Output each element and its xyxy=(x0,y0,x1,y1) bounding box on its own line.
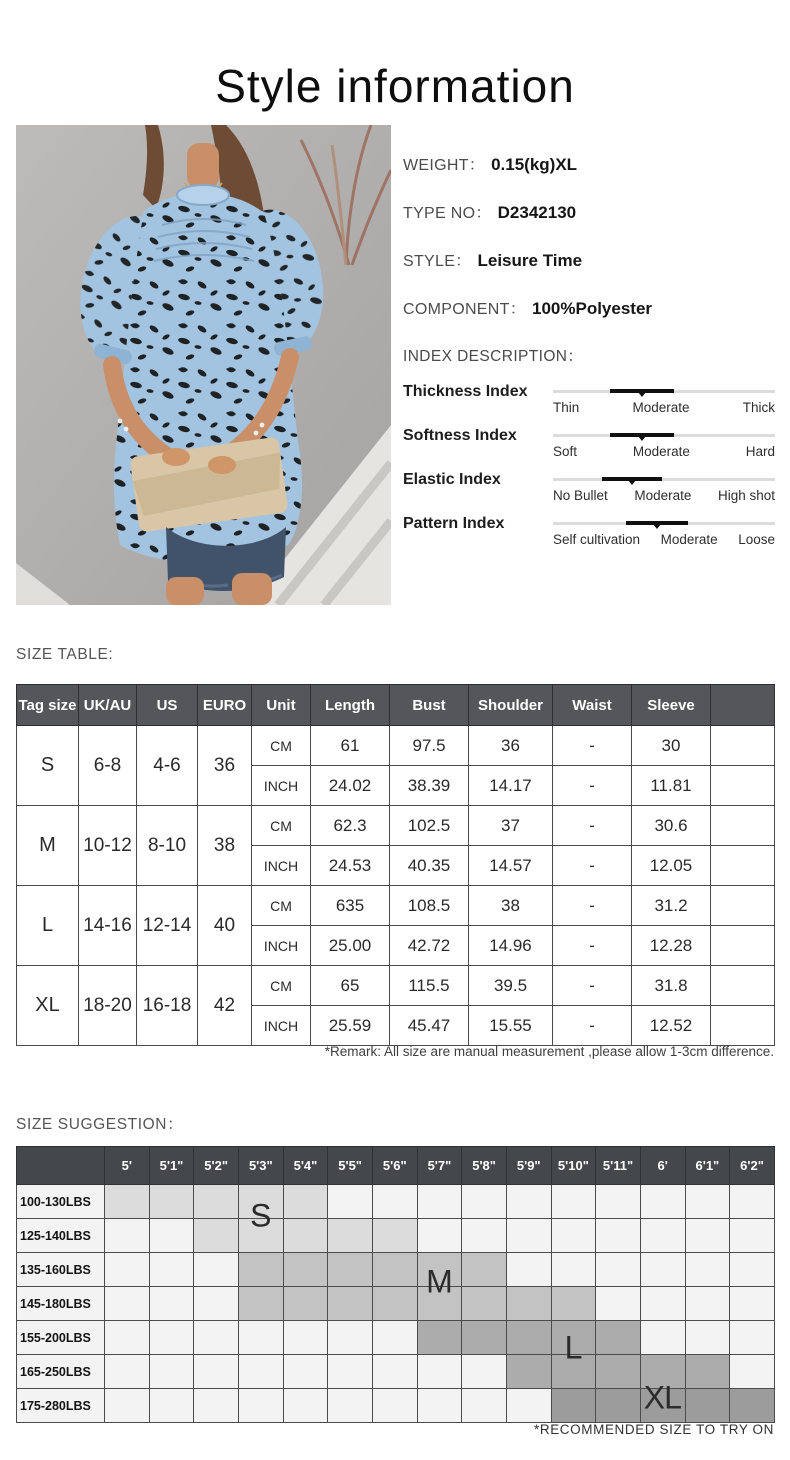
height-column-header: 5'7" xyxy=(417,1147,462,1185)
grid-cell xyxy=(462,1389,507,1423)
grid-cell xyxy=(730,1253,775,1287)
measurement-cell: 37 xyxy=(469,806,553,846)
unit-cell: CM xyxy=(252,966,311,1006)
height-column-header: 5'8" xyxy=(462,1147,507,1185)
size-table-header-row xyxy=(17,685,775,726)
size-zone-cell xyxy=(506,1355,551,1389)
measurement-cell: 12.05 xyxy=(632,846,711,886)
measurement-cell: 25.59 xyxy=(311,1006,390,1046)
spec-value: 100%Polyester xyxy=(532,299,653,318)
size-zone-cell xyxy=(640,1389,685,1423)
size-suggestion-row xyxy=(17,1389,775,1423)
size-zone-cell xyxy=(238,1219,283,1253)
size-zone-cell xyxy=(372,1253,417,1287)
grid-cell xyxy=(105,1355,150,1389)
grid-cell xyxy=(462,1219,507,1253)
size-table xyxy=(16,684,775,1046)
height-column-header: 5'9" xyxy=(506,1147,551,1185)
measurement-cell: 12.52 xyxy=(632,1006,711,1046)
measurement-cell: 36 xyxy=(469,726,553,766)
index-name: Softness Index xyxy=(403,427,517,444)
grid-cell xyxy=(238,1355,283,1389)
measurement-cell: 12.28 xyxy=(632,926,711,966)
grid-cell xyxy=(685,1219,730,1253)
size-zone-cell xyxy=(283,1253,328,1287)
height-column-header: 5'2" xyxy=(194,1147,239,1185)
size-group-cell: 42 xyxy=(198,966,252,1046)
grid-cell xyxy=(105,1219,150,1253)
size-zone-cell xyxy=(506,1321,551,1355)
product-specs xyxy=(403,152,775,319)
size-zone-cell xyxy=(238,1253,283,1287)
size-table-column-header: Unit xyxy=(252,685,311,726)
slider-option: Loose xyxy=(738,532,775,547)
tag-size-cell: L xyxy=(17,886,79,966)
grid-cell xyxy=(372,1185,417,1219)
tag-size-cell: M xyxy=(17,806,79,886)
size-table-heading: SIZE TABLE: xyxy=(16,646,114,663)
size-suggestion-chart xyxy=(16,1146,774,1423)
empty-cell xyxy=(711,1006,775,1046)
size-table-row xyxy=(17,966,775,1006)
empty-cell xyxy=(711,926,775,966)
grid-cell xyxy=(417,1389,462,1423)
corner-cell xyxy=(17,1147,105,1185)
size-zone-cell xyxy=(194,1185,239,1219)
slider-options xyxy=(553,444,775,459)
measurement-cell: 14.96 xyxy=(469,926,553,966)
grid-cell xyxy=(730,1355,775,1389)
size-table-row xyxy=(17,886,775,926)
empty-cell xyxy=(711,806,775,846)
grid-cell xyxy=(105,1253,150,1287)
size-group-cell: 14-16 xyxy=(79,886,137,966)
size-zone-cell xyxy=(596,1321,641,1355)
index-slider xyxy=(553,426,775,459)
measurement-cell: 38.39 xyxy=(390,766,469,806)
grid-cell xyxy=(506,1185,551,1219)
empty-cell xyxy=(711,726,775,766)
slider-option: Moderate xyxy=(660,532,718,547)
grid-cell xyxy=(417,1355,462,1389)
spec-label: STYLE： xyxy=(403,253,472,270)
size-group-cell: 6-8 xyxy=(79,726,137,806)
measurement-cell: 42.72 xyxy=(390,926,469,966)
grid-cell xyxy=(149,1253,194,1287)
spec-row xyxy=(403,296,775,319)
height-column-header: 5'1" xyxy=(149,1147,194,1185)
size-zone-cell xyxy=(372,1219,417,1253)
grid-cell xyxy=(417,1185,462,1219)
slider-track xyxy=(553,522,775,525)
grid-cell xyxy=(194,1321,239,1355)
size-zone-cell xyxy=(730,1389,775,1423)
unit-cell: INCH xyxy=(252,926,311,966)
size-group-cell: 16-18 xyxy=(137,966,198,1046)
grid-cell xyxy=(730,1219,775,1253)
size-suggestion-row xyxy=(17,1185,775,1219)
index-description-rows xyxy=(403,382,775,547)
size-zone-cell xyxy=(105,1185,150,1219)
grid-cell xyxy=(283,1389,328,1423)
measurement-cell: 30.6 xyxy=(632,806,711,846)
slider-active-segment xyxy=(610,433,674,437)
size-zone-cell xyxy=(551,1355,596,1389)
grid-cell xyxy=(328,1321,373,1355)
index-row xyxy=(403,426,775,459)
grid-cell xyxy=(462,1355,507,1389)
size-zone-cell xyxy=(238,1185,283,1219)
height-column-header: 5'10" xyxy=(551,1147,596,1185)
measurement-cell: - xyxy=(553,766,632,806)
height-column-header: 5'3" xyxy=(238,1147,283,1185)
index-name: Pattern Index xyxy=(403,515,505,532)
size-suggestion-table xyxy=(16,1146,775,1423)
grid-cell xyxy=(417,1219,462,1253)
weight-row-header: 155-200LBS xyxy=(17,1321,105,1355)
size-group-cell: 36 xyxy=(198,726,252,806)
spec-label: COMPONENT： xyxy=(403,301,526,318)
grid-cell xyxy=(596,1219,641,1253)
grid-cell xyxy=(149,1355,194,1389)
unit-cell: INCH xyxy=(252,1006,311,1046)
size-group-cell: 18-20 xyxy=(79,966,137,1046)
measurement-cell: - xyxy=(553,966,632,1006)
size-zone-cell xyxy=(462,1253,507,1287)
grid-cell xyxy=(730,1287,775,1321)
size-suggestion-row xyxy=(17,1355,775,1389)
slider-track xyxy=(553,390,775,393)
empty-cell xyxy=(711,886,775,926)
slider-option: Hard xyxy=(745,444,775,459)
size-suggestion-row xyxy=(17,1219,775,1253)
grid-cell xyxy=(730,1185,775,1219)
slider-option: Moderate xyxy=(632,444,690,459)
index-slider xyxy=(553,514,775,547)
grid-cell xyxy=(685,1253,730,1287)
slider-active-segment xyxy=(626,521,688,525)
grid-cell xyxy=(596,1185,641,1219)
slider-option: No Bullet xyxy=(553,488,608,503)
slider-active-segment xyxy=(610,389,674,393)
size-zone-cell xyxy=(417,1321,462,1355)
product-photo-illustration xyxy=(16,125,391,605)
height-column-header: 5'6" xyxy=(372,1147,417,1185)
grid-cell xyxy=(283,1355,328,1389)
size-zone-label-m: M xyxy=(426,1263,452,1300)
size-group-cell: 4-6 xyxy=(137,726,198,806)
measurement-cell: 24.53 xyxy=(311,846,390,886)
index-name: Elastic Index xyxy=(403,471,501,488)
weight-row-header: 175-280LBS xyxy=(17,1389,105,1423)
product-photo xyxy=(16,125,391,605)
weight-row-header: 125-140LBS xyxy=(17,1219,105,1253)
weight-row-header: 145-180LBS xyxy=(17,1287,105,1321)
size-suggestion-row xyxy=(17,1287,775,1321)
measurement-cell: 61 xyxy=(311,726,390,766)
spec-row xyxy=(403,200,775,223)
grid-cell xyxy=(640,1287,685,1321)
slider-active-segment xyxy=(602,477,662,481)
weight-row-header: 165-250LBS xyxy=(17,1355,105,1389)
tag-size-cell: S xyxy=(17,726,79,806)
grid-cell xyxy=(149,1219,194,1253)
size-zone-cell xyxy=(238,1287,283,1321)
size-zone-label-xl: XL xyxy=(643,1379,681,1415)
grid-cell xyxy=(238,1389,283,1423)
size-zone-cell xyxy=(506,1287,551,1321)
grid-cell xyxy=(551,1219,596,1253)
size-zone-cell xyxy=(551,1287,596,1321)
spec-label: WEIGHT： xyxy=(403,157,486,174)
measurement-cell: - xyxy=(553,926,632,966)
empty-cell xyxy=(711,966,775,1006)
index-slider xyxy=(553,470,775,503)
measurement-cell: 39.5 xyxy=(469,966,553,1006)
index-name: Thickness Index xyxy=(403,383,528,400)
size-table-column-header: US xyxy=(137,685,198,726)
grid-cell xyxy=(685,1287,730,1321)
grid-cell xyxy=(462,1185,507,1219)
grid-cell xyxy=(105,1287,150,1321)
size-group-cell: 38 xyxy=(198,806,252,886)
height-column-header: 6'2" xyxy=(730,1147,775,1185)
slider-option: Moderate xyxy=(634,488,692,503)
size-table-column-header: Shoulder xyxy=(469,685,553,726)
measurement-cell: 24.02 xyxy=(311,766,390,806)
slider-option: Thick xyxy=(742,400,775,415)
size-group-cell: 8-10 xyxy=(137,806,198,886)
slider-option: Self cultivation xyxy=(553,532,641,547)
empty-cell xyxy=(711,766,775,806)
grid-cell xyxy=(506,1219,551,1253)
unit-cell: CM xyxy=(252,806,311,846)
grid-cell xyxy=(685,1321,730,1355)
tag-size-cell: XL xyxy=(17,966,79,1046)
size-table-column-header: Sleeve xyxy=(632,685,711,726)
index-description-heading: INDEX DESCRIPTION： xyxy=(403,348,584,365)
size-suggestion-row xyxy=(17,1253,775,1287)
grid-cell xyxy=(640,1219,685,1253)
grid-cell xyxy=(149,1389,194,1423)
spec-value: Leisure Time xyxy=(477,251,583,270)
size-zone-cell xyxy=(462,1321,507,1355)
size-zone-cell xyxy=(551,1389,596,1423)
size-table-column-header: Bust xyxy=(390,685,469,726)
size-table-row xyxy=(17,726,775,766)
size-table-row xyxy=(17,806,775,846)
grid-cell xyxy=(640,1185,685,1219)
grid-cell xyxy=(596,1287,641,1321)
measurement-cell: 108.5 xyxy=(390,886,469,926)
grid-cell xyxy=(194,1253,239,1287)
slider-options xyxy=(553,488,775,503)
slider-option: Thin xyxy=(553,400,580,415)
grid-cell xyxy=(640,1321,685,1355)
size-suggestion-note: *RECOMMENDED SIZE TO TRY ON xyxy=(534,1422,774,1437)
size-table-column-header xyxy=(711,685,775,726)
measurement-cell: 15.55 xyxy=(469,1006,553,1046)
grid-cell xyxy=(640,1253,685,1287)
grid-cell xyxy=(685,1185,730,1219)
grid-cell xyxy=(194,1355,239,1389)
unit-cell: CM xyxy=(252,886,311,926)
size-zone-cell xyxy=(149,1185,194,1219)
measurement-cell: 30 xyxy=(632,726,711,766)
size-zone-label-s: S xyxy=(250,1197,271,1234)
size-zone-cell xyxy=(328,1253,373,1287)
grid-cell xyxy=(283,1321,328,1355)
measurement-cell: 31.2 xyxy=(632,886,711,926)
spec-row xyxy=(403,248,775,271)
measurement-cell: 115.5 xyxy=(390,966,469,1006)
measurement-cell: - xyxy=(553,886,632,926)
slider-track xyxy=(553,478,775,481)
measurement-cell: 25.00 xyxy=(311,926,390,966)
size-zone-cell xyxy=(372,1287,417,1321)
measurement-cell: 11.81 xyxy=(632,766,711,806)
size-table-remark: *Remark: All size are manual measurement ,please allow 1-3cm difference. xyxy=(324,1044,774,1059)
size-zone-cell xyxy=(417,1253,462,1287)
size-zone-cell xyxy=(417,1287,462,1321)
measurement-cell: - xyxy=(553,846,632,886)
spec-label: TYPE NO： xyxy=(403,205,492,222)
size-zone-cell xyxy=(551,1321,596,1355)
measurement-cell: 38 xyxy=(469,886,553,926)
grid-cell xyxy=(194,1389,239,1423)
measurement-cell: 65 xyxy=(311,966,390,1006)
index-row xyxy=(403,382,775,415)
size-table-column-header: EURO xyxy=(198,685,252,726)
grid-cell xyxy=(328,1389,373,1423)
measurement-cell: 40.35 xyxy=(390,846,469,886)
size-zone-cell xyxy=(685,1355,730,1389)
size-zone-cell xyxy=(283,1185,328,1219)
grid-cell xyxy=(551,1185,596,1219)
measurement-cell: - xyxy=(553,726,632,766)
size-zone-cell xyxy=(596,1389,641,1423)
size-zone-cell xyxy=(462,1287,507,1321)
measurement-cell: 97.5 xyxy=(390,726,469,766)
grid-cell xyxy=(372,1355,417,1389)
height-column-header: 5' xyxy=(105,1147,150,1185)
spec-row xyxy=(403,152,775,175)
size-zone-cell xyxy=(328,1219,373,1253)
index-row xyxy=(403,470,775,503)
measurement-cell: - xyxy=(553,806,632,846)
index-row xyxy=(403,514,775,547)
size-suggestion-header-row xyxy=(17,1147,775,1185)
grid-cell xyxy=(149,1287,194,1321)
unit-cell: CM xyxy=(252,726,311,766)
measurement-cell: 14.57 xyxy=(469,846,553,886)
height-column-header: 5'11" xyxy=(596,1147,641,1185)
grid-cell xyxy=(105,1389,150,1423)
grid-cell xyxy=(506,1253,551,1287)
height-column-header: 5'5" xyxy=(328,1147,373,1185)
grid-cell xyxy=(372,1321,417,1355)
size-zone-cell xyxy=(596,1355,641,1389)
spec-value: 0.15(kg)XL xyxy=(491,155,578,174)
slider-option: Moderate xyxy=(632,400,690,415)
size-suggestion-row xyxy=(17,1321,775,1355)
size-zone-cell xyxy=(328,1287,373,1321)
grid-cell xyxy=(238,1321,283,1355)
grid-cell xyxy=(105,1321,150,1355)
empty-cell xyxy=(711,846,775,886)
slider-options xyxy=(553,532,775,547)
unit-cell: INCH xyxy=(252,766,311,806)
size-suggestion-heading: SIZE SUGGESTION： xyxy=(16,1116,184,1133)
size-zone-cell xyxy=(283,1287,328,1321)
measurement-cell: 14.17 xyxy=(469,766,553,806)
size-group-cell: 12-14 xyxy=(137,886,198,966)
measurement-cell: 635 xyxy=(311,886,390,926)
measurement-cell: 45.47 xyxy=(390,1006,469,1046)
size-group-cell: 10-12 xyxy=(79,806,137,886)
height-column-header: 5'4" xyxy=(283,1147,328,1185)
height-column-header: 6' xyxy=(640,1147,685,1185)
size-table-column-header: Length xyxy=(311,685,390,726)
size-table-column-header: UK/AU xyxy=(79,685,137,726)
grid-cell xyxy=(328,1355,373,1389)
slider-option: High shot xyxy=(717,488,775,503)
grid-cell xyxy=(551,1253,596,1287)
index-slider xyxy=(553,382,775,415)
weight-row-header: 135-160LBS xyxy=(17,1253,105,1287)
measurement-cell: 62.3 xyxy=(311,806,390,846)
size-zone-cell xyxy=(685,1389,730,1423)
measurement-cell: 102.5 xyxy=(390,806,469,846)
height-column-header: 6'1" xyxy=(685,1147,730,1185)
grid-cell xyxy=(149,1321,194,1355)
grid-cell xyxy=(372,1389,417,1423)
page-title: Style information xyxy=(215,59,575,112)
product-info-column xyxy=(403,152,775,558)
measurement-cell: - xyxy=(553,1006,632,1046)
grid-cell xyxy=(328,1185,373,1219)
unit-cell: INCH xyxy=(252,846,311,886)
size-zone-label-l: L xyxy=(564,1329,582,1366)
slider-option: Soft xyxy=(553,444,578,459)
size-zone-cell xyxy=(194,1219,239,1253)
grid-cell xyxy=(596,1253,641,1287)
grid-cell xyxy=(506,1389,551,1423)
size-table-column-header: Waist xyxy=(553,685,632,726)
slider-options xyxy=(553,400,775,415)
size-group-cell: 40 xyxy=(198,886,252,966)
weight-row-header: 100-130LBS xyxy=(17,1185,105,1219)
grid-cell xyxy=(730,1321,775,1355)
slider-track xyxy=(553,434,775,437)
grid-cell xyxy=(194,1287,239,1321)
size-zone-cell xyxy=(283,1219,328,1253)
measurement-cell: 31.8 xyxy=(632,966,711,1006)
size-zone-cell xyxy=(640,1355,685,1389)
size-table-column-header: Tag size xyxy=(17,685,79,726)
spec-value: D2342130 xyxy=(497,203,577,222)
